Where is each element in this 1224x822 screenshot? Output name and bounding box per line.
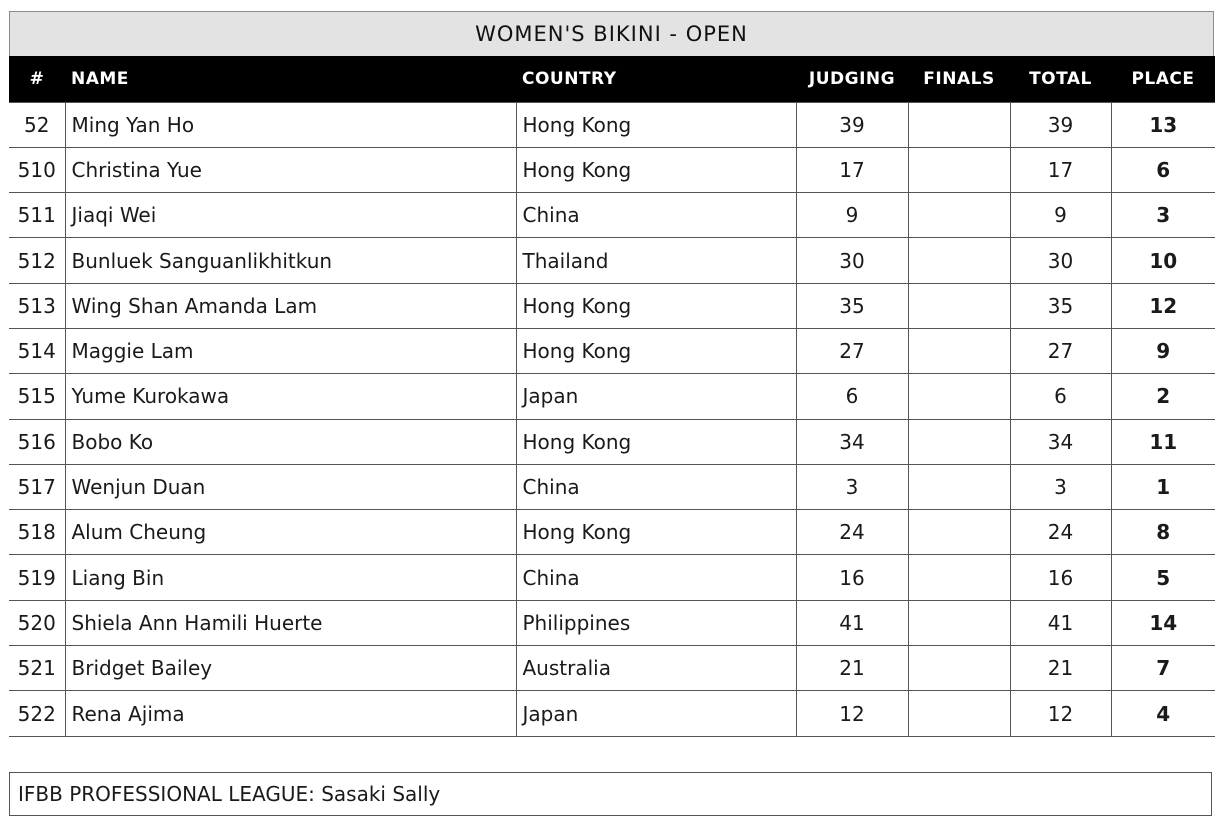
competitor-country: Australia (516, 646, 796, 691)
header-row (9, 56, 1215, 102)
competitor-number: 519 (9, 555, 65, 600)
competitor-country: Japan (516, 374, 796, 419)
competitor-country: Hong Kong (516, 328, 796, 373)
finals-score (908, 646, 1010, 691)
competitor-country: Hong Kong (516, 102, 796, 147)
judging-score: 3 (796, 464, 908, 509)
competitor-country: Hong Kong (516, 419, 796, 464)
final-place: 6 (1111, 147, 1215, 192)
finals-score (908, 102, 1010, 147)
table-row (9, 238, 1215, 283)
judging-score: 6 (796, 374, 908, 419)
competitor-country: China (516, 464, 796, 509)
competitor-name: Bridget Bailey (65, 646, 516, 691)
competitor-number: 522 (9, 691, 65, 736)
finals-score (908, 283, 1010, 328)
competitor-name: Ming Yan Ho (65, 102, 516, 147)
total-score: 30 (1010, 238, 1111, 283)
final-place: 9 (1111, 328, 1215, 373)
col-header-finals: FINALS (923, 68, 995, 89)
judge-credit: IFBB PROFESSIONAL LEAGUE: Sasaki Sally (9, 772, 1212, 816)
judging-score: 12 (796, 691, 908, 736)
finals-score (908, 238, 1010, 283)
finals-score (908, 691, 1010, 736)
competitor-name: Bunluek Sanguanlikhitkun (65, 238, 516, 283)
finals-score (908, 600, 1010, 645)
finals-score (908, 328, 1010, 373)
judging-score: 27 (796, 328, 908, 373)
competitor-number: 512 (9, 238, 65, 283)
competitor-number: 513 (9, 283, 65, 328)
table-row (9, 464, 1215, 509)
finals-score (908, 555, 1010, 600)
table-row (9, 555, 1215, 600)
total-score: 12 (1010, 691, 1111, 736)
table-row (9, 283, 1215, 328)
final-place: 10 (1111, 238, 1215, 283)
competitor-name: Liang Bin (65, 555, 516, 600)
competitor-country: Philippines (516, 600, 796, 645)
competitor-number: 518 (9, 510, 65, 555)
results-sheet (9, 11, 1214, 737)
competitor-number: 511 (9, 193, 65, 238)
col-header-country: COUNTRY (522, 68, 617, 89)
total-score: 24 (1010, 510, 1111, 555)
competitor-number: 514 (9, 328, 65, 373)
total-score: 6 (1010, 374, 1111, 419)
total-score: 39 (1010, 102, 1111, 147)
competitor-number: 516 (9, 419, 65, 464)
total-score: 41 (1010, 600, 1111, 645)
judging-score: 16 (796, 555, 908, 600)
total-score: 3 (1010, 464, 1111, 509)
competitor-number: 515 (9, 374, 65, 419)
finals-score (908, 464, 1010, 509)
table-row (9, 328, 1215, 373)
table-row (9, 102, 1215, 147)
final-place: 1 (1111, 464, 1215, 509)
total-score: 35 (1010, 283, 1111, 328)
competitor-name: Yume Kurokawa (65, 374, 516, 419)
total-score: 9 (1010, 193, 1111, 238)
judging-score: 24 (796, 510, 908, 555)
competitor-name: Maggie Lam (65, 328, 516, 373)
results-table (9, 56, 1215, 737)
judging-score: 35 (796, 283, 908, 328)
judging-score: 17 (796, 147, 908, 192)
total-score: 17 (1010, 147, 1111, 192)
table-row (9, 600, 1215, 645)
final-place: 5 (1111, 555, 1215, 600)
final-place: 2 (1111, 374, 1215, 419)
competitor-name: Rena Ajima (65, 691, 516, 736)
col-header-total: TOTAL (1029, 68, 1092, 89)
competitor-name: Alum Cheung (65, 510, 516, 555)
judging-score: 34 (796, 419, 908, 464)
competitor-name: Bobo Ko (65, 419, 516, 464)
total-score: 16 (1010, 555, 1111, 600)
competitor-number: 52 (9, 102, 65, 147)
competitor-name: Shiela Ann Hamili Huerte (65, 600, 516, 645)
judging-score: 21 (796, 646, 908, 691)
finals-score (908, 510, 1010, 555)
final-place: 8 (1111, 510, 1215, 555)
competitor-number: 510 (9, 147, 65, 192)
competitor-name: Jiaqi Wei (65, 193, 516, 238)
final-place: 14 (1111, 600, 1215, 645)
total-score: 21 (1010, 646, 1111, 691)
final-place: 3 (1111, 193, 1215, 238)
competitor-country: China (516, 555, 796, 600)
table-row (9, 419, 1215, 464)
competitor-number: 521 (9, 646, 65, 691)
final-place: 11 (1111, 419, 1215, 464)
table-row (9, 691, 1215, 736)
col-header-number: # (29, 68, 45, 89)
table-row (9, 646, 1215, 691)
table-row (9, 147, 1215, 192)
competitor-country: Japan (516, 691, 796, 736)
competitor-name: Wenjun Duan (65, 464, 516, 509)
competitor-country: China (516, 193, 796, 238)
competitor-country: Hong Kong (516, 147, 796, 192)
competitor-number: 517 (9, 464, 65, 509)
table-row (9, 374, 1215, 419)
table-row (9, 510, 1215, 555)
finals-score (908, 147, 1010, 192)
col-header-judging: JUDGING (808, 68, 896, 89)
judging-score: 9 (796, 193, 908, 238)
finals-score (908, 193, 1010, 238)
finals-score (908, 419, 1010, 464)
final-place: 7 (1111, 646, 1215, 691)
competitor-number: 520 (9, 600, 65, 645)
division-title: WOMEN'S BIKINI - OPEN (9, 11, 1214, 56)
col-header-place: PLACE (1131, 68, 1195, 89)
table-row (9, 193, 1215, 238)
final-place: 13 (1111, 102, 1215, 147)
finals-score (908, 374, 1010, 419)
competitor-name: Christina Yue (65, 147, 516, 192)
total-score: 27 (1010, 328, 1111, 373)
judging-score: 41 (796, 600, 908, 645)
col-header-name: NAME (71, 68, 129, 89)
competitor-country: Hong Kong (516, 283, 796, 328)
competitor-country: Hong Kong (516, 510, 796, 555)
judging-score: 30 (796, 238, 908, 283)
final-place: 12 (1111, 283, 1215, 328)
competitor-name: Wing Shan Amanda Lam (65, 283, 516, 328)
total-score: 34 (1010, 419, 1111, 464)
judging-score: 39 (796, 102, 908, 147)
competitor-country: Thailand (516, 238, 796, 283)
final-place: 4 (1111, 691, 1215, 736)
